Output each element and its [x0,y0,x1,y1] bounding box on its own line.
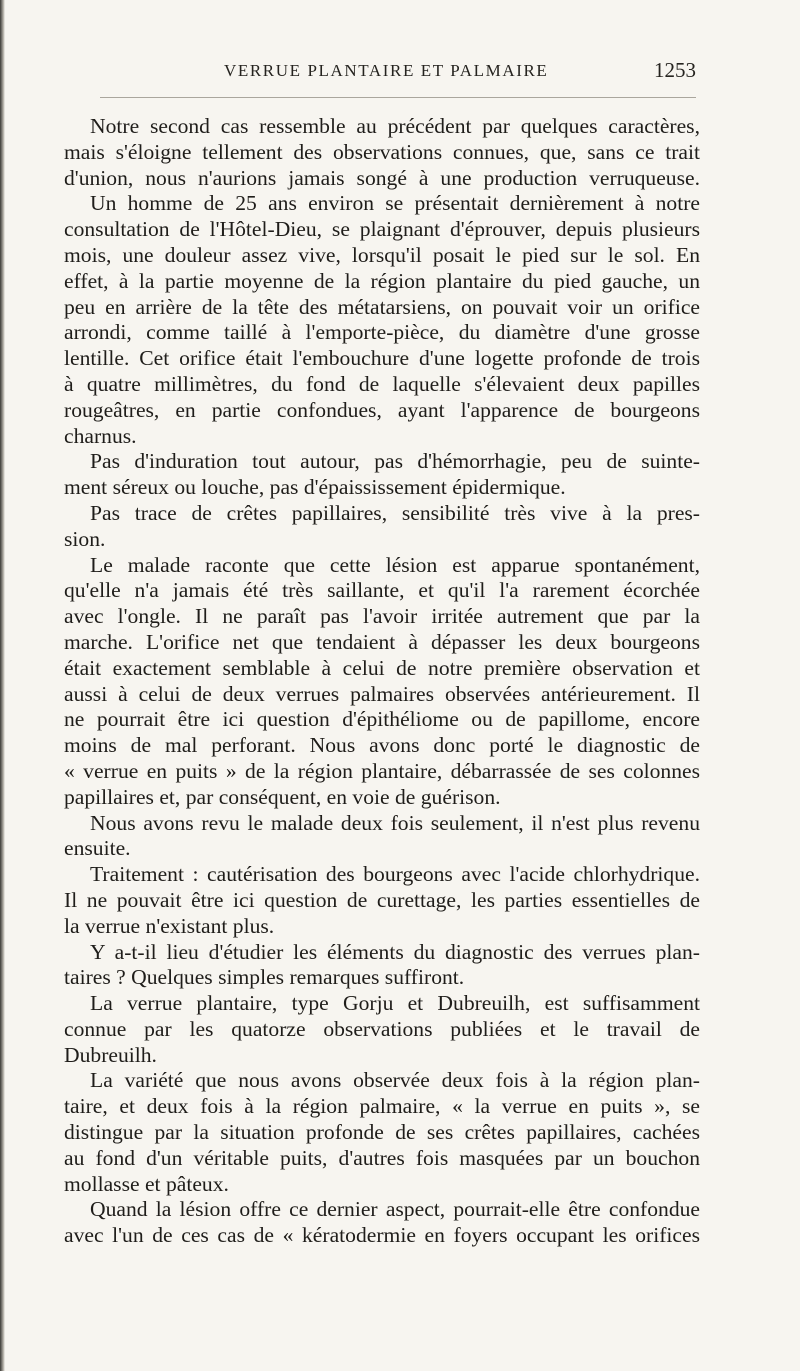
text-line: sion. [64,526,106,551]
text-line: Un homme de 25 ans environ se présentait dernièrement à notre [90,191,700,216]
text-line: ensuite. [64,836,131,861]
text-line: Traitement : cautérisation des bourgeons avec l'acide chlorhydrique. [90,862,700,887]
text-line: au fond d'un véritable puits, d'autres fois masquées par un bouchon [64,1145,700,1170]
text-line: lentille. Cet orifice était l'embouchure d'une logette profonde de trois [64,346,700,371]
text-line: était exactement semblable à celui de notre première observation et [64,655,700,680]
text-line: Le malade raconte que cette lésion est apparue spontanément, [90,552,700,577]
text-line: mois, une douleur assez vive, lorsqu'il posait le pied sur le sol. En [64,242,700,267]
text-line: avec l'un de ces cas de « kératodermie en foyers occupant les orifices [64,1223,700,1248]
page-edge [0,0,5,1371]
text-line: papillaires et, par conséquent, en voie de guérison. [64,784,501,809]
text-line: charnus. [64,423,137,448]
text-line: moins de mal perforant. Nous avons donc porté le diagnostic de [64,733,700,758]
text-line: ne pourrait être ici question d'épithéliome ou de papillome, encore [64,707,700,732]
text-line: La variété que nous avons observée deux fois à la région plan- [90,1068,700,1093]
text-line: ment séreux ou louche, pas d'épaississement épidermique. [64,475,566,500]
header-rule [100,97,696,98]
text-line: La verrue plantaire, type Gorju et Dubreuilh, est suffisamment [90,991,700,1016]
text-line: Pas d'induration tout autour, pas d'hémorrhagie, peu de suinte- [90,449,700,474]
text-line: Pas trace de crêtes papillaires, sensibilité très vive à la pres- [90,500,700,525]
text-line: Il ne pouvait être ici question de curettage, les parties essentielles de [64,887,700,912]
text-line: « verrue en puits » de la région plantaire, débarrassée de ses colonnes [64,758,700,783]
body-text [64,114,700,1249]
text-line: qu'elle n'a jamais été très saillante, et qu'il l'a rarement écorchée [64,578,700,603]
text-line: d'union, nous n'aurions jamais songé à une production verruqueuse. [64,165,700,190]
text-line: consultation de l'Hôtel-Dieu, se plaignant d'éprouver, depuis plusieurs [64,217,700,242]
text-line: taires ? Quelques simples remarques suffiront. [64,965,465,990]
text-line: arrondi, comme taillé à l'emporte-pièce, du diamètre d'une grosse [64,320,700,345]
text-line: Dubreuilh. [64,1042,157,1067]
text-line: Notre second cas ressemble au précédent par quelques caractères, [90,114,700,138]
text-line: taire, et deux fois à la région palmaire, « la verrue en puits », se [64,1094,700,1119]
running-title: VERRUE PLANTAIRE ET PALMAIRE [224,61,549,80]
text-line: peu en arrière de la tête des métatarsiens, on pouvait voir un orifice [64,294,700,319]
text-line: distingue par la situation profonde de ses crêtes papillaires, cachées [64,1120,700,1145]
text-line: mais s'éloigne tellement des observations connues, que, sans ce trait [64,139,700,164]
text-line: Nous avons revu le malade deux fois seulement, il n'est plus revenu [90,810,700,835]
text-line: aussi à celui de deux verrues palmaires observées antérieurement. Il [64,681,700,706]
text-line: marche. L'orifice net que tendaient à dépasser les deux bourgeons [64,629,700,654]
text-line: rougeâtres, en partie confondues, ayant l'apparence de bourgeons [64,397,700,422]
text-line: à quatre millimètres, du fond de laquelle s'élevaient deux papilles [64,371,700,396]
text-line: Y a-t-il lieu d'étudier les éléments du diagnostic des verrues plan- [90,939,700,964]
page-header [64,58,700,88]
text-line: mollasse et pâteux. [64,1171,229,1196]
text-line: effet, à la partie moyenne de la région plantaire du pied gauche, un [64,268,700,293]
text-line: avec l'ongle. Il ne paraît pas l'avoir irritée autrement que par la [64,604,700,629]
text-line: la verrue n'existant plus. [64,913,275,938]
text-line: connue par les quatorze observations publiées et le travail de [64,1016,700,1041]
page-number: 1253 [654,58,696,82]
text-line: Quand la lésion offre ce dernier aspect, pourrait-elle être confondue [90,1197,700,1222]
